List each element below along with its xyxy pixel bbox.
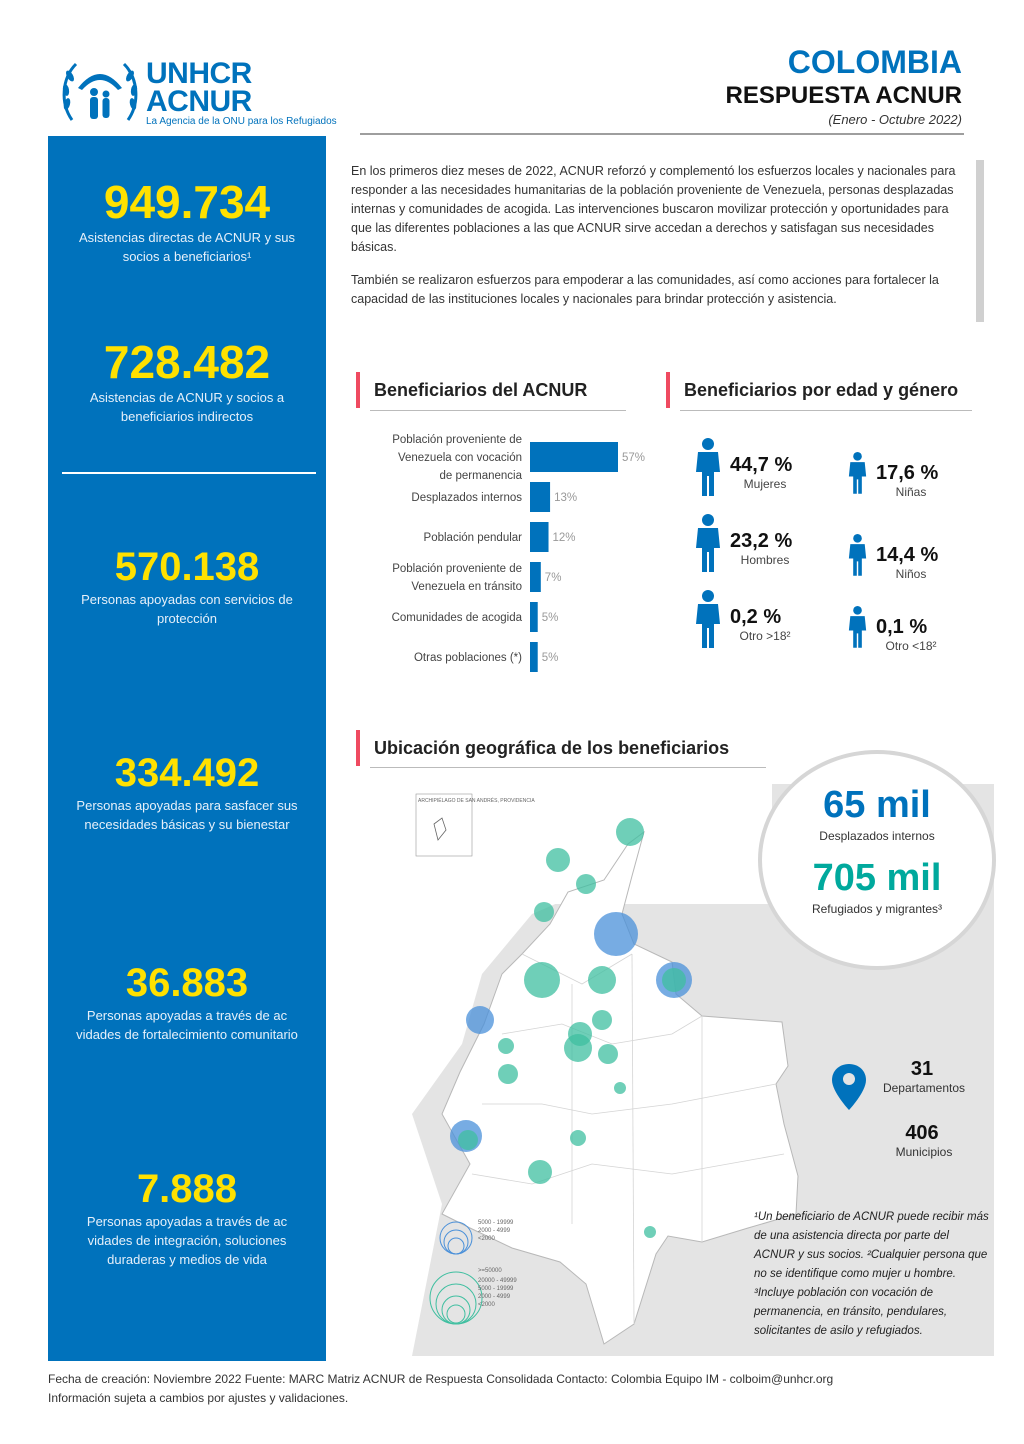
map-bubble-marker [498, 1038, 514, 1054]
municipalities-label: Municipios [895, 1145, 953, 1159]
bar [530, 482, 550, 512]
age-gender-percent: 0,2 % [730, 606, 782, 628]
svg-text:5000 - 19999: 5000 - 19999 [478, 1220, 514, 1226]
age-gender-percent: 23,2 % [730, 530, 793, 552]
section-underline [370, 767, 766, 768]
idp-total: 65 mil [823, 784, 931, 826]
stat-label: Personas apoyadas con servicios de protección [81, 592, 293, 626]
intro-text [351, 162, 967, 323]
bar-category-label: Población proveniente de [392, 434, 522, 446]
footnote: ¹Un beneficiario de ACNUR puede recibir más de una asistencia directa por parte del ACNUR y sus socios. ²Cualquier persona que no se identifique como mujer u hombre. ³Incluye población con vocación de permanencia, en tránsito, pendulares, solicitantes de asilo y refugiados. [754, 1211, 989, 1337]
stat-label: Asistencias directas de ACNUR y sus socios a beneficiarios¹ [78, 230, 296, 264]
age-gender-label: Otro >18² [739, 629, 791, 643]
stat-value: 7.888 [136, 1167, 238, 1211]
stats-sidebar [48, 136, 326, 1361]
population-summary-circle [758, 750, 996, 970]
stat-label: Personas apoyadas para sasfacer sus necesidades básicas y su bienestar [76, 798, 298, 832]
unhcr-emblem-icon [58, 58, 142, 128]
stat-value: 949.734 [103, 176, 271, 228]
footer-source: Fecha de creación: Noviembre 2022 Fuente: MARC Matriz ACNUR de Respuesta Consolidada Contacto: Colombia Equipo IM - colboim@unhcr.org [48, 1372, 834, 1386]
stat-value: 570.138 [114, 545, 260, 589]
stat-value: 728.482 [103, 336, 271, 388]
map-bubble-marker [528, 1160, 552, 1184]
bar-value-label: 13% [554, 492, 578, 504]
intro-paragraph: También se realizaron esfuerzos para empoderar a las comunidades, así como acciones para fortalecer la capacidad de las instituciones locales y nacionales para brindar protección y asistencia. [351, 273, 939, 306]
age-gender-stat [730, 606, 810, 643]
other-child-icon [846, 606, 869, 653]
bar [530, 562, 541, 592]
stat-label: Personas apoyadas a través de ac vidades de fortalecimiento comunitario [76, 1008, 298, 1042]
age-gender-label: Otro <18² [885, 639, 937, 653]
section-heading-ubicacion: Ubicación geográfica de los beneficiarios [356, 730, 729, 766]
svg-text:>=50000: >=50000 [478, 1268, 502, 1274]
bar-category-label: de permanencia [439, 470, 522, 482]
man-icon [692, 514, 724, 577]
stat-integration [48, 1166, 326, 1269]
page-footer [48, 1370, 833, 1408]
departments-count: 31 [910, 1058, 934, 1080]
section-heading-edad-genero: Beneficiarios por edad y género [666, 372, 958, 408]
beneficiaries-bar-chart [356, 430, 656, 690]
bar-value-label: 57% [622, 452, 646, 464]
section-underline [680, 410, 972, 411]
stat-value: 36.883 [125, 961, 249, 1005]
bar-category-label: Otras poblaciones (*) [413, 652, 522, 664]
age-gender-stat [730, 454, 810, 491]
page-title: COLOMBIA [787, 44, 962, 80]
stat-direct-assistance [48, 176, 326, 266]
refugees-label: Refugiados y migrantes³ [811, 902, 943, 916]
svg-text:2000 - 4999: 2000 - 4999 [478, 1294, 511, 1300]
stat-label: Personas apoyadas a través de ac vidades de integración, soluciones duraderas y medios de vida [86, 1214, 288, 1267]
svg-text:5000 - 19999: 5000 - 19999 [478, 1286, 514, 1292]
age-gender-percent: 17,6 % [876, 462, 939, 484]
stat-basic-needs [48, 750, 326, 834]
age-gender-label: Niñas [895, 485, 927, 499]
age-gender-percent: 0,1 % [876, 616, 928, 638]
map-bubble-marker [458, 1130, 478, 1150]
header-divider [360, 133, 964, 135]
stat-indirect-assistance [48, 336, 326, 426]
map-bubble-marker [616, 818, 644, 846]
logo-wordmark: UNHCR ACNUR [146, 57, 252, 118]
bar [530, 442, 618, 472]
age-gender-percent: 44,7 % [730, 454, 793, 476]
section-heading-beneficiarios: Beneficiarios del ACNUR [356, 372, 587, 408]
location-pin-icon [832, 1064, 866, 1110]
svg-text:<2000: <2000 [478, 1236, 495, 1242]
bar [530, 522, 549, 552]
stat-label: Asistencias de ACNUR y socios a beneficiarios indirectos [89, 390, 285, 424]
map-bubble-marker [588, 966, 616, 994]
map-bubble-marker [564, 1034, 592, 1062]
municipalities-count: 406 [905, 1122, 939, 1144]
map-bubble-marker [534, 902, 554, 922]
inset-label: ARCHIPIÉLAGO DE SAN ANDRÉS, PROVIDENCIA [418, 798, 535, 804]
map-bubble-marker [594, 912, 638, 956]
footer-disclaimer: Información sujeta a cambios por ajustes y validaciones. [48, 1391, 349, 1405]
map-bubble-marker [598, 1044, 618, 1064]
svg-text:<2000: <2000 [478, 1302, 495, 1308]
bar-category-label: Venezuela en tránsito [411, 581, 522, 593]
map-bubble-marker [498, 1064, 518, 1084]
age-gender-stat [876, 616, 956, 653]
refugees-total: 705 mil [812, 857, 942, 899]
age-gender-stat [876, 462, 956, 499]
age-gender-percent: 14,4 % [876, 544, 939, 566]
bar-category-label: Venezuela con vocación [397, 452, 522, 464]
girl-icon [846, 452, 869, 499]
report-period: (Enero - Octubre 2022) [828, 112, 962, 127]
bar-value-label: 5% [541, 652, 559, 664]
age-gender-label: Mujeres [743, 477, 787, 491]
map-bubble-marker [576, 874, 596, 894]
svg-text:2000 - 4999: 2000 - 4999 [478, 1228, 511, 1234]
logo-tagline: La Agencia de la ONU para los Refugiados [146, 116, 337, 127]
age-gender-stat [876, 544, 956, 581]
section-underline [370, 410, 626, 411]
age-gender-stat [730, 530, 810, 567]
bar [530, 602, 538, 632]
bar-category-label: Población pendular [423, 532, 522, 544]
stat-protection [48, 544, 326, 628]
bar [530, 642, 538, 672]
departments-label: Departamentos [882, 1081, 966, 1095]
stat-value: 334.492 [114, 751, 260, 795]
idp-label: Desplazados internos [819, 829, 935, 843]
boy-icon [846, 534, 869, 581]
bar-category-label: Comunidades de acogida [391, 612, 522, 624]
unhcr-logo [58, 58, 368, 130]
page-subtitle: RESPUESTA ACNUR [725, 82, 962, 109]
other-adult-icon [692, 590, 724, 653]
map-bubble-marker [614, 1082, 626, 1094]
map-bubble-marker [570, 1130, 586, 1146]
map-bubble-marker [466, 1006, 494, 1034]
scroll-indicator [976, 160, 984, 322]
woman-icon [692, 438, 724, 501]
bar-value-label: 12% [552, 532, 576, 544]
map-bubble-marker [546, 848, 570, 872]
age-gender-label: Hombres [740, 553, 790, 567]
bar-category-label: Población proveniente de [392, 563, 522, 575]
stat-community [48, 960, 326, 1044]
bar-value-label: 5% [541, 612, 559, 624]
intro-paragraph: En los primeros diez meses de 2022, ACNUR reforzó y complementó los esfuerzos locales y nacionales para responder a las necesidades humanitarias de la población proveniente de Venezuela, personas desplazadas internas y comunidades de acogida. Las intervenciones buscaron movilizar protección y oportunidades para que las diferentes poblaciones a las que ACNUR sirve accedan a derechos y satisfagan sus necesidades básicas. [351, 164, 956, 254]
map-bubble-marker [644, 1226, 656, 1238]
age-gender-label: Niños [895, 567, 927, 581]
svg-text:20000 - 49999: 20000 - 49999 [478, 1278, 517, 1284]
sidebar-divider [62, 472, 316, 474]
bar-value-label: 7% [544, 572, 562, 584]
bar-category-label: Desplazados internos [411, 492, 522, 504]
map-bubble-marker [592, 1010, 612, 1030]
map-bubble-marker [524, 962, 560, 998]
map-bubble-marker [662, 968, 686, 992]
